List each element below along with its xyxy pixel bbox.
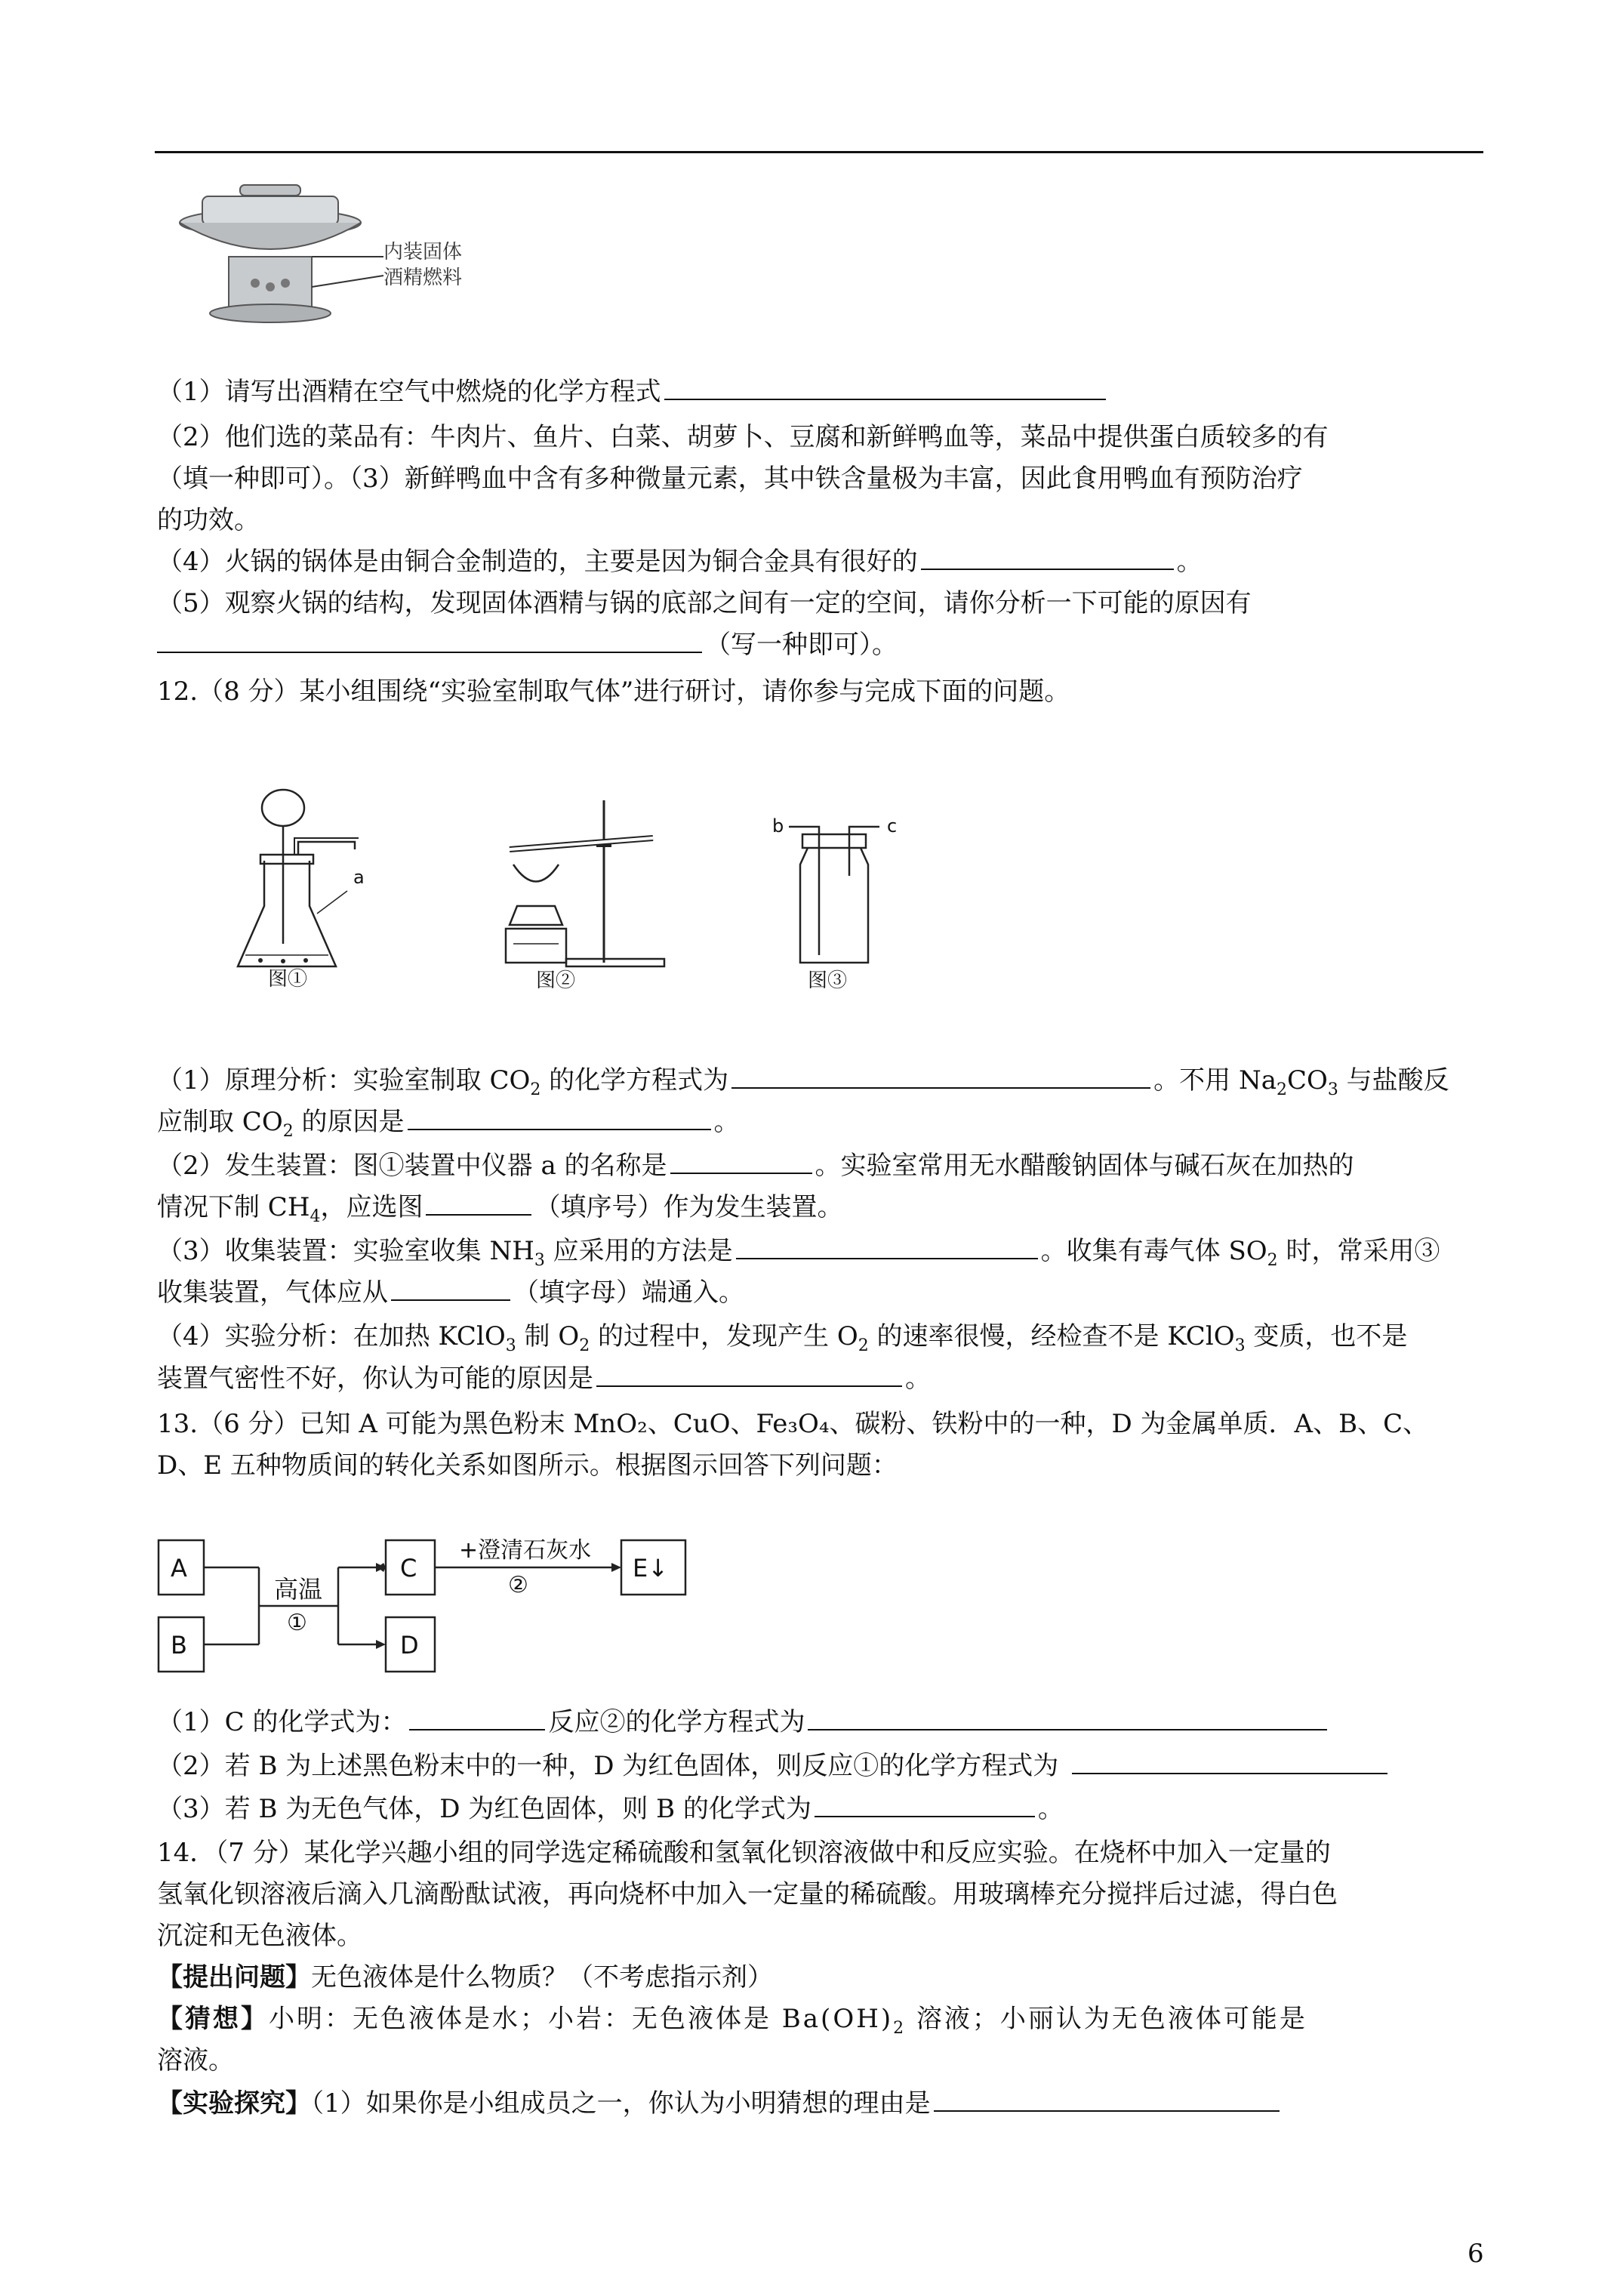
box-b: B: [171, 1631, 187, 1660]
q11-part2-line2: （填一种即可）。（3）新鲜鸭血中含有多种微量元素，其中铁含量极为丰富，因此食用鸭血有预防治疗: [157, 464, 1303, 494]
header-rule: [155, 151, 1483, 153]
q12-part4-line2: 装置气密性不好，你认为可能的原因是 。: [157, 1359, 1486, 1398]
hotpot-label-2: 酒精燃料: [383, 267, 463, 289]
q12-part3-line2: 收集装置，气体应从 （填字母）端通入。: [157, 1273, 1486, 1312]
hotpot-label-1: 内装固体: [383, 241, 463, 264]
condition-high-temp: 高温: [274, 1575, 323, 1604]
q14-guess-line1: 【猜想】小明：无色液体是水；小岩：无色液体是 $Ba(OH)_2$ 溶液；小丽认为无色液体可能是: [157, 2004, 1307, 2038]
q12-part2-line1: （2）发生装置：图①装置中仪器 a 的名称是 。实验室常用无水醋酸钠固体与碱石灰在加热的: [157, 1146, 1486, 1185]
answer-blank[interactable]: [736, 1232, 1038, 1259]
q12-figure-3: [766, 815, 902, 997]
answer-blank[interactable]: [731, 1062, 1150, 1089]
q13-part1: （1）C 的化学式为： 反应②的化学方程式为: [157, 1703, 1486, 1742]
q14-experiment: 【实验探究】（1）如果你是小组成员之一，你认为小明猜想的理由是: [157, 2084, 1486, 2123]
q13-title-line1: 13.（6 分）已知 A 可能为黑色粉末 MnO₂、CuO、Fe₃O₄、碳粉、铁粉中的一种，D 为金属单质．A、B、C、: [157, 1409, 1429, 1439]
q14-title-line1: 14．（7 分）某化学兴趣小组的同学选定稀硫酸和氢氧化钡溶液做中和反应实验。在烧杯中加入一定量的: [157, 1838, 1331, 1868]
answer-blank[interactable]: [596, 1360, 902, 1387]
q12-figure-2: [483, 793, 679, 997]
q11-part4: （4）火锅的锅体是由铜合金制造的，主要是因为铜合金具有很好的 。: [157, 542, 1486, 581]
answer-blank[interactable]: [157, 626, 702, 653]
answer-blank[interactable]: [934, 2085, 1280, 2112]
q11-part5-line1: （5）观察火锅的结构，发现固体酒精与锅的底部之间有一定的空间，请你分析一下可能的原因有: [157, 588, 1252, 618]
q12-part1-line1: （1）原理分析：实验室制取 $CO_2$ 的化学方程式为 。不用 $Na_2CO_3$ 与盐酸反: [157, 1061, 1486, 1100]
answer-blank[interactable]: [408, 1103, 711, 1130]
answer-blank[interactable]: [921, 543, 1174, 570]
fig3-caption: 图③: [808, 969, 848, 992]
fig3-label-b: b: [772, 815, 784, 837]
answer-blank[interactable]: [670, 1147, 812, 1174]
box-a: A: [171, 1554, 187, 1583]
answer-blank[interactable]: [426, 1188, 531, 1216]
box-c: C: [400, 1554, 417, 1583]
fig1-label-a: a: [353, 867, 365, 888]
q12-part2-line2: 情况下制 $CH_4$，应选图 （填序号）作为发生装置。: [157, 1188, 1486, 1227]
box-e: E↓: [633, 1554, 669, 1583]
q13-part3: （3）若 B 为无色气体，D 为红色固体，则 B 的化学式为 。: [157, 1789, 1486, 1829]
condition-1-number: ①: [287, 1610, 307, 1636]
q12-figure-1: [226, 778, 377, 997]
condition-2-number: ②: [508, 1572, 528, 1598]
q13-flow-diagram: [157, 1518, 701, 1684]
answer-blank[interactable]: [409, 1703, 545, 1730]
q12-title: 12.（8 分）某小组围绕“实验室制取气体”进行研讨，请你参与完成下面的问题。: [157, 676, 1070, 707]
answer-blank[interactable]: [1072, 1747, 1387, 1774]
fig1-caption: 图①: [268, 968, 308, 991]
condition-limewater: +澄清石灰水: [459, 1537, 592, 1564]
q11-part1: （1）请写出酒精在空气中燃烧的化学方程式: [157, 372, 1486, 411]
fig2-caption: 图②: [536, 969, 576, 992]
q11-part5-line2: （写一种即可）。: [157, 625, 1486, 664]
hotpot-figure: [157, 177, 512, 336]
q13-part2: （2）若 B 为上述黑色粉末中的一种，D 为红色固体，则反应①的化学方程式为: [157, 1746, 1486, 1786]
box-d: D: [400, 1631, 419, 1660]
fig3-label-c: c: [887, 815, 898, 837]
q13-title-line2: D、E 五种物质间的转化关系如图所示。根据图示回答下列问题：: [157, 1450, 898, 1481]
q11-part2-line3: 的功效。: [157, 505, 260, 535]
q11-part2-line1: （2）他们选的菜品有：牛肉片、鱼片、白菜、胡萝卜、豆腐和新鲜鸭血等，菜品中提供蛋白质较多的有: [157, 422, 1329, 452]
answer-blank[interactable]: [391, 1274, 510, 1301]
answer-blank[interactable]: [808, 1703, 1327, 1730]
q12-part4-line1: （4）实验分析：在加热 KClO$_3$ 制 $O_2$ 的过程中，发现产生 $O_2$ 的速率很慢，经检查不是 KClO$_3$ 变质，也不是: [157, 1321, 1408, 1355]
answer-blank[interactable]: [815, 1790, 1035, 1817]
answer-blank[interactable]: [664, 373, 1106, 400]
q14-question: 【提出问题】无色液体是什么物质？（不考虑指示剂）: [157, 1962, 773, 1992]
q14-title-line3: 沉淀和无色液体。: [157, 1921, 362, 1951]
page-number: 6: [1467, 2239, 1484, 2269]
q12-part3-line1: （3）收集装置：实验室收集 $NH_3$ 应采用的方法是 。收集有毒气体 $SO_2$ 时，常采用③: [157, 1231, 1486, 1271]
q14-title-line2: 氢氧化钡溶液后滴入几滴酚酞试液，再向烧杯中加入一定量的稀硫酸。用玻璃棒充分搅拌后过滤，得白色: [157, 1879, 1338, 1909]
q12-part1-line2: 应制取 $CO_2$ 的原因是 。: [157, 1102, 1486, 1142]
q14-guess-line2: 溶液。: [157, 2045, 234, 2076]
